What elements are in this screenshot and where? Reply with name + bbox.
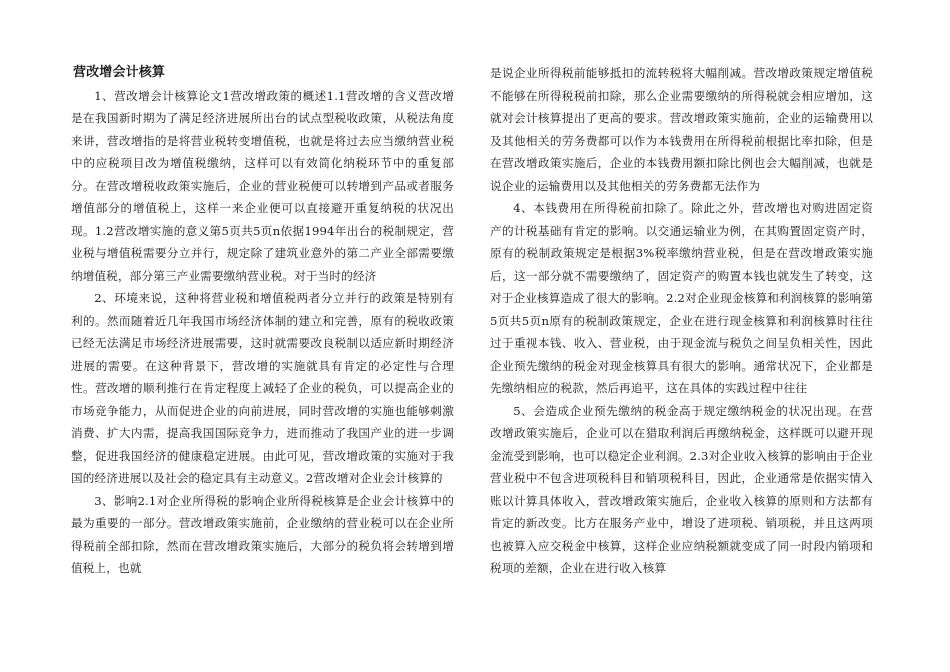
paragraph-3-continued: 是说企业所得税前能够抵扣的流转税将大幅削减。营改增政策规定增值税不能够在所得税税前扣除，那么企业需要缴纳的所得税就会相应增加，这就对会计核算提出了更高的要求。营改增政策实施前，企业的运输费用以及其他相关的劳务费都可以作为本钱费用在所得税前根据比率扣除，但是在营改增政策实施后，企业的本钱费用额扣除比例也会大幅削减，也就是说企业的运输费用以及其他相关的劳务费都无法作为	[490, 66, 873, 193]
document-title: 营改增会计核算	[73, 65, 166, 80]
paragraph-3: 3、影响2.1对企业所得税的影响企业所得税核算是企业会计核算中的最为重要的一部分。营改增政策实施前，企业缴纳的营业税可以在企业所得税前全部扣除，然而在营改增政策实施后，大部分的税负将会转增到增值税上，也就	[71, 493, 454, 575]
left-column	[71, 62, 454, 580]
paragraph-1: 1、营改增会计核算论文1营改增政策的概述1.1营改增的含义营改增是在我国新时期为了满足经济进展所出台的试点型税收政策，从税法角度来讲，营改增指的是将营业税转变增值税，也就是将过去应当缴纳营业税中的应税项目改为增值税缴纳，这样可以有效简化纳税环节中的重复部分。在营改增税收政策实施后，企业的营业税便可以转增到产品或者服务增值部分的增值税上，这样一来企业便可以直接避开重复纳税的状况出现。1.2营改增实施的意义第5页共5页n依据1994年出台的税制规定，营业税与增值税需要分立并行，规定除了建筑业意外的第二产业全部需要缴纳增值税，部分第三产业需要缴纳营业税。对于当时的经济	[71, 88, 454, 283]
paragraph-5: 5、会造成企业预先缴纳的税金高于规定缴纳税金的状况出现。在营改增政策实施后，企业可以在猎取利润后再缴纳税金，这样既可以避开现金流受到影响，也可以稳定企业利润。2.3对企业收入核算的影响由于企业营业税中不包含进项税科目和销项税科目，因此，企业通常是依据实情入账以计算具体收入，营改增政策实施后，企业收入核算的原则和方法都有肯定的新改变。比方在服务产业中，增设了进项税、销项税，并且这两项也被算入应交税金中核算，这样企业应纳税额就变成了同一时段内销项和税项的差额，企业在进行收入核算	[490, 403, 873, 575]
paragraph-2: 2、环境来说，这种将营业税和增值税两者分立并行的政策是特别有利的。然而随着近几年我国市场经济体制的建立和完善，原有的税收政策已经无法满足市场经济进展需要，这时就需要改良税制以适应新时期经济进展的需要。在这种背景下，营改增的实施就具有肯定的必定性与合理性。营改增的顺利推行在肯定程度上减轻了企业的税负，可以提高企业的市场竞争能力，从而促进企业的向前进展，同时营改增的实施也能够刺激消费、扩大内需，提高我国国际竞争力，进而推动了我国产业的进一步调整，促进我国经济的健康稳定进展。由此可见，营改增政策的实施对于我国的经济进展以及社会的稳定具有主动意义。2营改增对企业会计核算的	[71, 291, 454, 485]
paragraph-4: 4、本钱费用在所得税前扣除了。除此之外，营改增也对购进固定资产的计税基础有肯定的影响。以交通运输业为例，在其购置固定资产时，原有的税制政策规定是根据3%税率缴纳营业税，但是在营改增政策实施后，这一部分就不需要缴纳了，固定资产的购置本钱也就发生了转变，这对于企业核算造成了很大的影响。2.2对企业现金核算和利润核算的影响第5页共5页n原有的税制政策规定，企业在进行现金核算和利润核算时往往过于重视本钱、收入、营业税，由于现金流与税负之间呈负相关性，因此企业预先缴纳的税金对现金核算具有很大的影响。通常状况下，企业都是先缴纳相应的税款，然后再追平，这在具体的实践过程中往往	[490, 201, 873, 395]
right-column	[490, 62, 873, 580]
